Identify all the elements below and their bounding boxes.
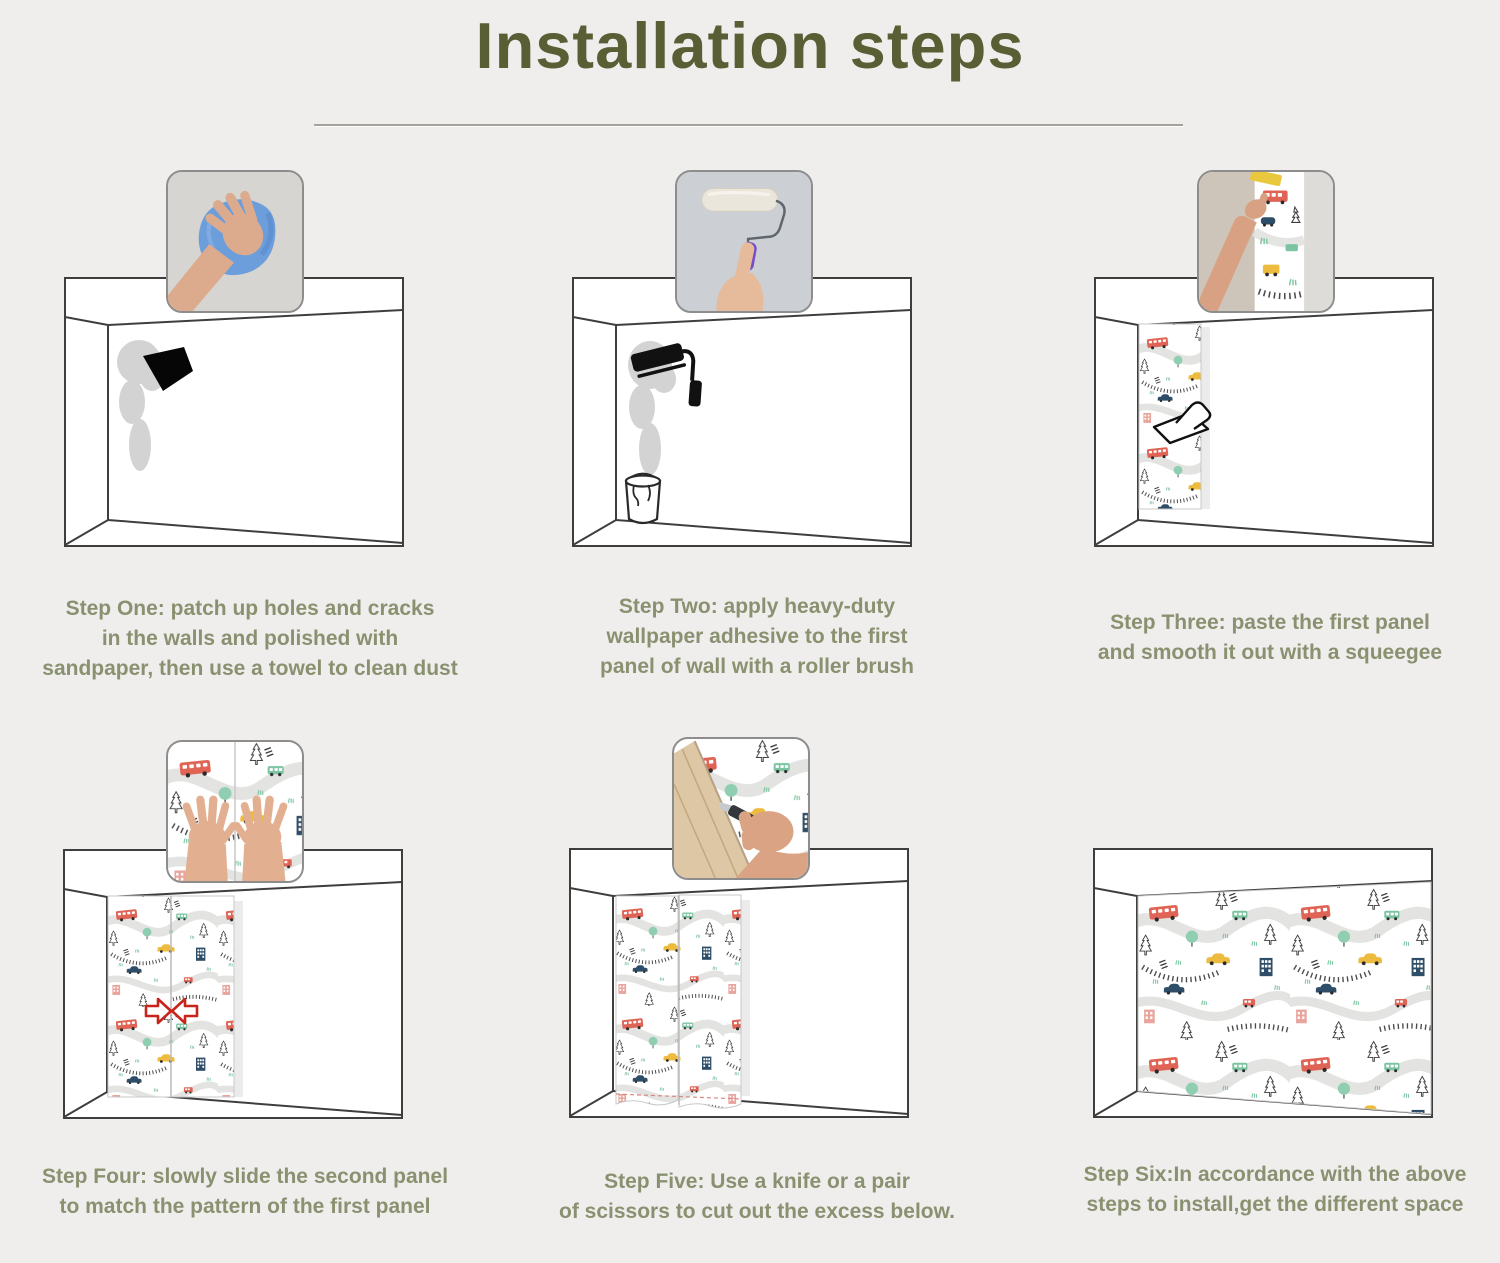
step-four-wall-illustration <box>63 849 403 1119</box>
step-six-wall-illustration <box>1093 848 1433 1118</box>
caption-line: Step One: patch up holes and cracks <box>65 597 435 620</box>
wallpaper-strip-first-with-excess <box>616 896 678 1105</box>
caption-line: sandpaper, then use a towel to clean dust <box>42 657 458 680</box>
step-five-wall-illustration <box>569 848 909 1118</box>
caption-line: of scissors to cut out the excess below. <box>559 1200 955 1223</box>
step-three-photo <box>1197 170 1335 313</box>
step-four-photo <box>166 740 304 883</box>
step-three-wall-illustration <box>1094 277 1434 547</box>
step-six-caption <box>1035 1160 1500 1220</box>
caption-line: panel of wall with a roller brush <box>600 655 914 678</box>
caption-line: Step Three: paste the first panel <box>1110 611 1430 634</box>
step-two-wall-illustration <box>572 277 912 547</box>
step-three-caption <box>1030 608 1500 668</box>
caption-line: wallpaper adhesive to the first <box>606 625 908 648</box>
caption-line: to match the pattern of the first panel <box>59 1195 431 1218</box>
wallpaper-strip-first <box>108 896 171 1097</box>
step-four-caption <box>5 1162 485 1222</box>
caption-line: Step Five: Use a knife or a pair <box>604 1170 910 1193</box>
step-one-photo <box>166 170 304 313</box>
full-wallpapered-wall <box>1138 882 1431 1114</box>
title-divider <box>314 124 1183 127</box>
wallpaper-strip-second-with-excess <box>679 895 741 1108</box>
caption-line: and smooth it out with a squeegee <box>1097 641 1443 664</box>
step-two-photo <box>675 170 813 313</box>
caption-line: steps to install,get the different space <box>1086 1193 1464 1216</box>
paint-bucket-icon <box>626 474 660 524</box>
caption-line: Step Six:In accordance with the above <box>1083 1163 1467 1186</box>
step-five-photo <box>672 737 810 880</box>
step-one-caption <box>10 594 490 684</box>
caption-line: Step Four: slowly slide the second panel <box>41 1165 449 1188</box>
step-five-caption <box>517 1167 997 1227</box>
caption-line: Step Two: apply heavy-duty <box>618 595 896 618</box>
page-title: Installation steps <box>475 9 1025 82</box>
step-one-wall-illustration <box>64 277 404 547</box>
wallpaper-strip-second <box>171 896 234 1097</box>
step-two-caption <box>517 592 997 682</box>
caption-line: in the walls and polished with <box>101 627 399 650</box>
